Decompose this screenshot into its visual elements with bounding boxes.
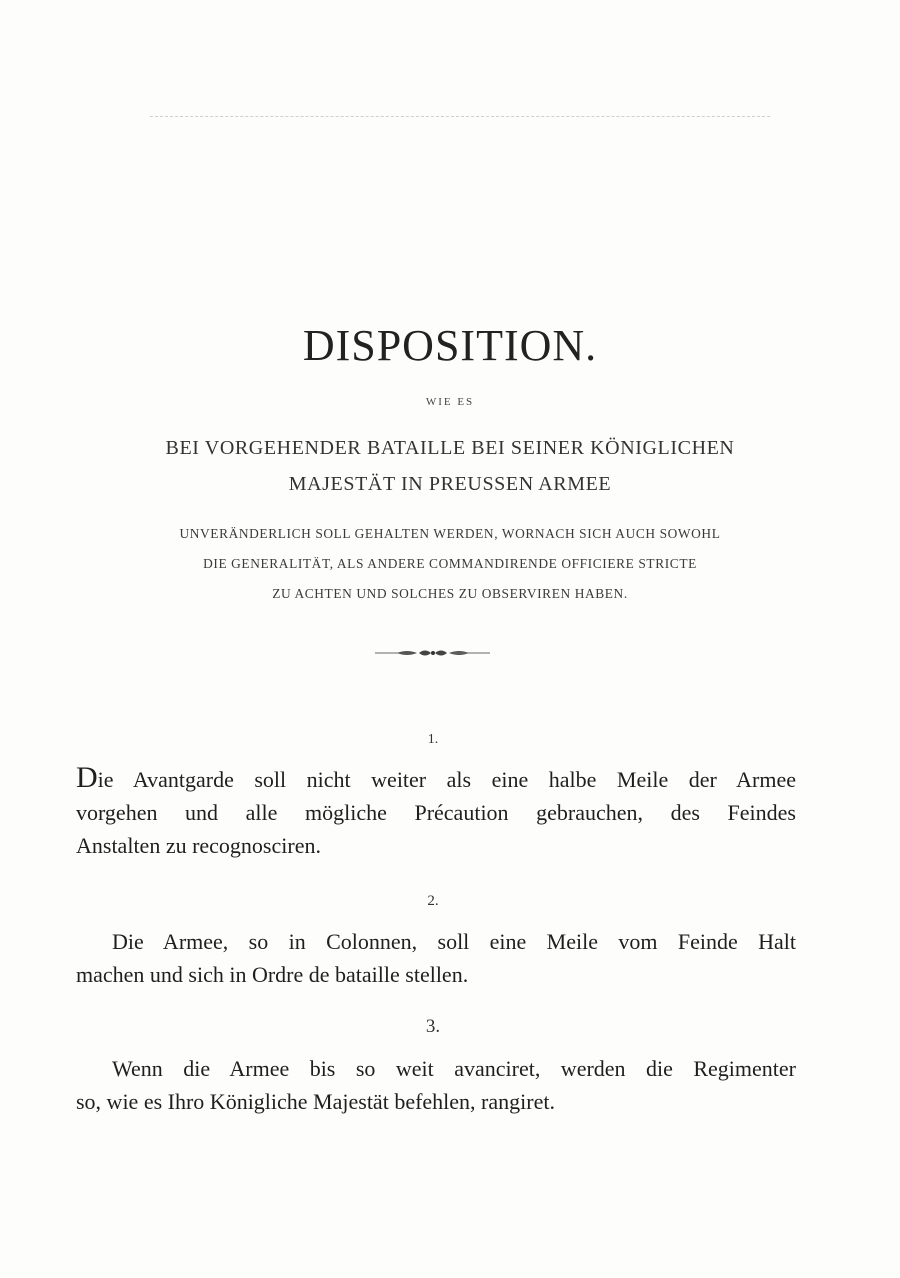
preamble-line: ZU ACHTEN UND SOLCHES ZU OBSERVIREN HABEN. (272, 586, 628, 601)
wie-es-line: WIE ES (425, 396, 475, 408)
paragraph-line: ie Avantgarde soll nicht weiter als eine halbe Meile der Armee (97, 767, 796, 792)
section-number: 2. (427, 893, 439, 909)
subtitle (60, 430, 840, 502)
subtitle-line: MAJESTÄT IN PREUSSEN ARMEE (288, 473, 612, 495)
section-number: 1. (427, 732, 439, 747)
paragraph-line: machen und sich in Ordre de bataille stellen. (76, 962, 469, 987)
paragraph-line: Die Armee, so in Colonnen, soll eine Meile vom Feinde Halt (112, 929, 796, 954)
preamble (50, 519, 850, 609)
section-paragraph (76, 925, 796, 991)
ornament-divider-icon (375, 645, 490, 661)
drop-cap: D (76, 761, 98, 794)
paragraph-line: so, wie es Ihro Königliche Majestät befehlen, rangiret. (76, 1089, 555, 1114)
page-title: DISPOSITION. (302, 321, 598, 370)
section-paragraph (76, 1052, 796, 1118)
top-rule (150, 116, 770, 117)
section-number: 3. (425, 1016, 441, 1037)
paragraph-line: Wenn die Armee bis so weit avanciret, werden die Regimenter (112, 1056, 796, 1081)
section-paragraph (76, 763, 796, 862)
preamble-line: DIE GENERALITÄT, ALS ANDERE COMMANDIRENDE OFFICIERE STRICTE (203, 556, 697, 571)
paragraph-line: Anstalten zu recognosciren. (76, 833, 321, 858)
paragraph-line: vorgehen und alle mögliche Précaution gebrauchen, des Feindes (76, 800, 796, 825)
subtitle-line: BEI VORGEHENDER BATAILLE BEI SEINER KÖNIGLICHEN (165, 437, 735, 459)
preamble-line: UNVERÄNDERLICH SOLL GEHALTEN WERDEN, WORNACH SICH AUCH SOWOHL (179, 526, 721, 541)
